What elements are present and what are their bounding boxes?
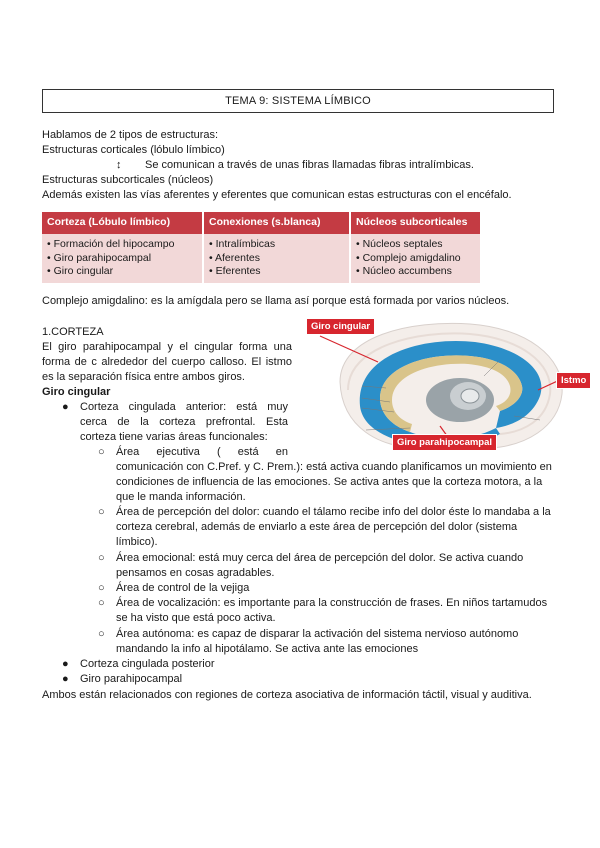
structures-table <box>42 212 482 283</box>
bullet-text: Área de vocalización: es importante para la construcción de frases. En niños tartamudos <box>116 597 548 609</box>
intro-line: Estructuras subcorticales (núcleos) <box>42 174 214 186</box>
intro-line: Se comunican a través de unas fibras llamadas fibras intralímbicas. <box>145 159 474 171</box>
bullet-text: Corteza cingulada posterior <box>80 658 215 670</box>
paragraph-line: El giro parahipocampal y el cingular forma una <box>42 341 292 353</box>
label-giro-cingular: Giro cingular <box>306 318 375 335</box>
bullet-text: Área de control de la vejiga <box>116 582 250 594</box>
table-header: Corteza (Lóbulo límbico) <box>42 212 203 234</box>
list-item: • Intralímbicas <box>209 238 276 250</box>
circle-bullet-icon: ○ <box>98 446 105 458</box>
intro-line: Además existen las vías aferentes y eferentes que comunican estas estructuras con el encéfalo. <box>42 189 512 201</box>
bullet-text: Área ejecutiva ( está en <box>116 446 288 458</box>
paragraph-line: forma de c alrededor del cuerpo calloso. El istmo <box>42 356 292 368</box>
bullet-icon: ● <box>62 673 69 685</box>
table-header-row <box>42 212 481 234</box>
amigdala-text: Complejo amigdalino: es la amígdala pero se llama así porque está formada por varios núcleos. <box>42 295 510 307</box>
bullet-text: se ha visto que está poco activa. <box>116 612 276 624</box>
bullet-text: límbico). <box>116 536 158 548</box>
table-header: Núcleos subcorticales <box>350 212 481 234</box>
bullet-text: corteza tiene varias áreas funcionales: <box>80 431 268 443</box>
bullet-text: corteza cerebral, además de enviarlo a este área de percepción del dolor (sistema <box>116 521 518 533</box>
table-cell <box>203 234 350 283</box>
list-item: • Aferentes <box>209 251 260 264</box>
bullet-icon: ● <box>62 658 69 670</box>
bullet-text: condiciones de influencia de las emociones. Se activa antes que la corteza motora, a la <box>116 476 543 488</box>
intro-line: Estructuras corticales (lóbulo límbico) <box>42 144 225 156</box>
table-cell <box>350 234 481 283</box>
list-item: • Giro parahipocampal <box>47 251 152 264</box>
circle-bullet-icon: ○ <box>98 628 105 640</box>
bullet-icon: ● <box>62 401 69 413</box>
circle-bullet-icon: ○ <box>98 582 105 594</box>
subheading: Giro cingular <box>42 386 111 398</box>
page-title: TEMA 9: SISTEMA LÍMBICO <box>42 89 554 113</box>
table-header: Conexiones (s.blanca) <box>203 212 350 234</box>
list-item: • Formación del hipocampo <box>47 238 175 250</box>
list-item: • Núcleos septales <box>356 238 443 250</box>
circle-bullet-icon: ○ <box>98 506 105 518</box>
list-item: • Núcleo accumbens <box>356 265 452 277</box>
bullet-text: mandando la info al hipotálamo. Se activa ante las emociones <box>116 643 419 655</box>
paragraph-line: es la separación física entre ambos giros. <box>42 371 245 383</box>
label-giro-parahipocampal: Giro parahipocampal <box>392 434 497 451</box>
table-cell <box>42 234 203 283</box>
bullet-text: cerca de la corteza prefrontal. Esta <box>80 416 288 428</box>
brain-illustration <box>300 316 588 452</box>
arrow-icon: ↕ <box>116 159 122 171</box>
circle-bullet-icon: ○ <box>98 597 105 609</box>
bullet-text: Giro parahipocampal <box>80 673 183 685</box>
label-istmo: Istmo <box>556 372 591 389</box>
closing-text: Ambos están relacionados con regiones de corteza asociativa de información táctil, visual y auditiva. <box>42 689 532 701</box>
limbic-brain-figure <box>300 316 588 452</box>
section-heading: 1.CORTEZA <box>42 326 104 338</box>
bullet-text: Área de percepción del dolor: cuando el tálamo recibe info del dolor éste lo mandaba a la <box>116 506 551 518</box>
intro-line: Hablamos de 2 tipos de estructuras: <box>42 129 219 141</box>
list-item: • Eferentes <box>209 265 261 277</box>
circle-bullet-icon: ○ <box>98 552 105 564</box>
table-row <box>42 234 481 283</box>
bullet-text: pensamos en cosas agradables. <box>116 567 275 579</box>
bullet-text: Corteza cingulada anterior: está muy <box>80 401 288 413</box>
bullet-text: Área autónoma: es capaz de disparar la activación del sistema nervioso autónomo <box>116 628 519 640</box>
bullet-text: que le manda información. <box>116 491 246 503</box>
bullet-text: Área emocional: está muy cerca del área de percepción del dolor. Se activa cuando <box>116 552 524 564</box>
list-item: • Complejo amigdalino <box>356 251 461 264</box>
list-item: • Giro cingular <box>47 265 114 277</box>
bullet-text: comunicación con C.Pref. y C. Prem.): está activa cuando planificamos un movimiento en <box>116 461 552 473</box>
